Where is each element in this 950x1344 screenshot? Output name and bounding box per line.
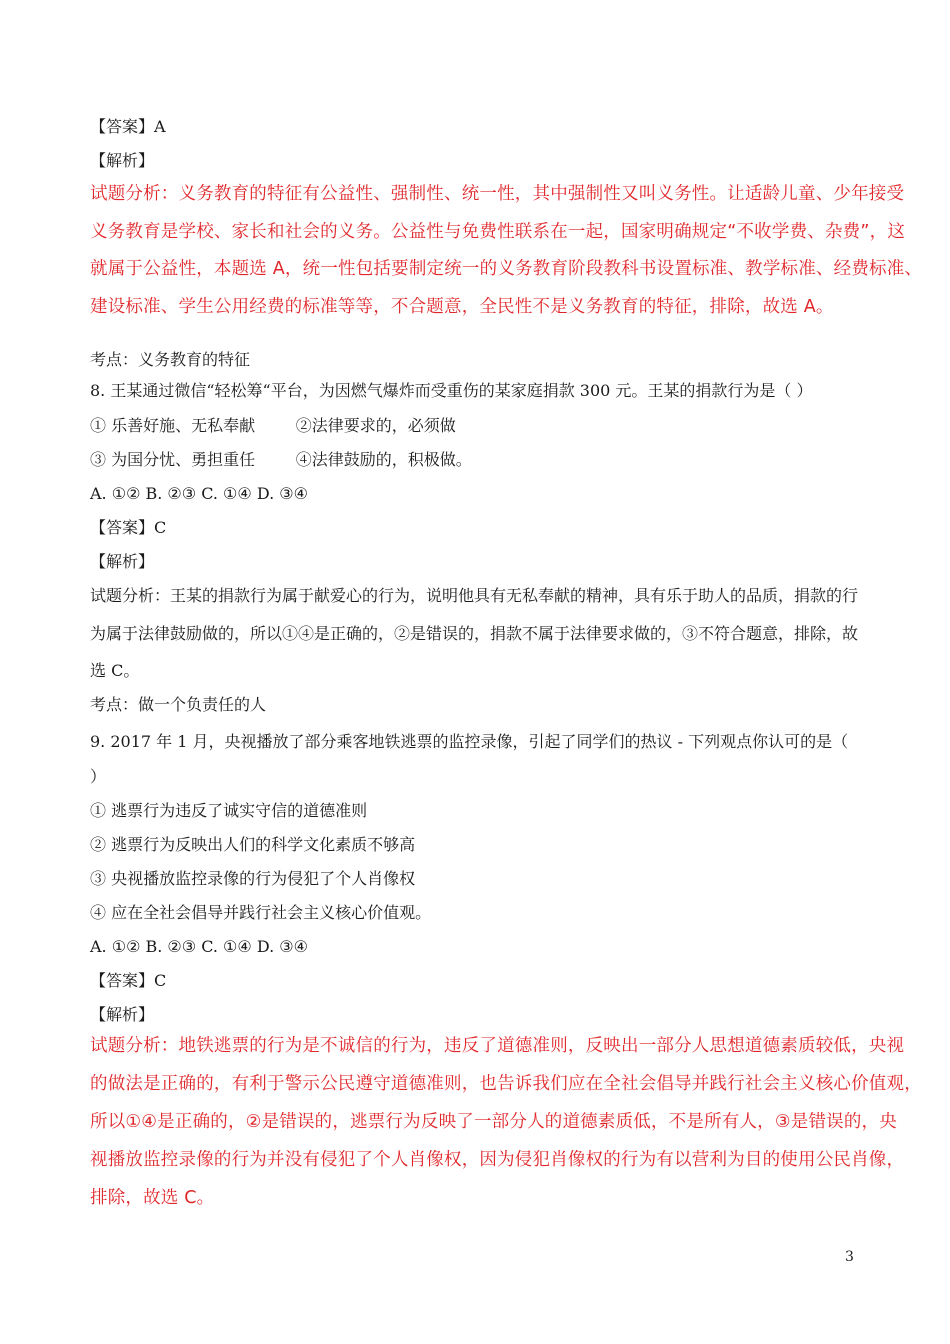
question-8-options-row: ① 乐善好施、无私奉献 ②法律要求的，必须做 [90,416,456,435]
question-9-stem-cont: ） [90,767,107,786]
page-number: 3 [845,1249,854,1265]
question-9-option: ③ 央视播放监控录像的行为侵犯了个人肖像权 [90,869,416,888]
answer-label: 【答案】A [90,117,166,136]
analysis-text-line: 的做法是正确的，有利于警示公民遵守道德准则，也告诉我们应在全社会倡导并践行社会主义核心价值观， [90,1074,922,1094]
question-9-option: ① 逃票行为违反了诚实守信的道德准则 [90,801,368,820]
analysis-text-line: 就属于公益性，本题选 A，统一性包括要制定统一的义务教育阶段教科书设置标准、教学标准、经费标准、 [90,259,923,279]
analysis-label: 【解析】 [90,151,155,170]
analysis-label: 【解析】 [90,552,155,571]
kaodian-text: 考点：义务教育的特征 [90,350,251,369]
analysis-text-line: 所以①④是正确的，②是错误的，逃票行为反映了一部分人的道德素质低，不是所有人，③是错误的，央 [90,1112,897,1132]
analysis-text-line: 建设标准、学生公用经费的标准等等，不合题意，全民性不是义务教育的特征，排除，故选 A。 [90,297,834,317]
kaodian-text: 考点：做一个负责任的人 [90,695,267,714]
question-9-option: ④ 应在全社会倡导并践行社会主义核心价值观。 [90,903,432,922]
question-8-stem: 8. 王某通过微信“轻松筹“平台，为因燃气爆炸而受重伤的某家庭捐款 300 元。王某的捐款行为是（ ） [90,381,813,400]
analysis-text-line: 试题分析：王某的捐款行为属于献爱心的行为，说明他具有无私奉献的精神，具有乐于助人的品质，捐款的行 [90,586,859,605]
analysis-text-line: 试题分析：地铁逃票的行为是不诚信的行为，违反了道德准则，反映出一部分人思想道德素质较低，央视 [90,1036,905,1056]
analysis-text-line: 为属于法律鼓励做的，所以①④是正确的，②是错误的，捐款不属于法律要求做的，③不符合题意，排除，故 [90,624,859,643]
analysis-text-line: 义务教育是学校、家长和社会的义务。公益性与免费性联系在一起，国家明确规定“不收学费、杂费”，这 [90,222,906,242]
question-9-choices: A. ①② B. ②③ C. ①④ D. ③④ [90,937,308,956]
analysis-text-line: 试题分析：义务教育的特征有公益性、强制性、统一性，其中强制性又叫义务性。让适龄儿童、少年接受 [90,184,905,204]
question-8-choices: A. ①② B. ②③ C. ①④ D. ③④ [90,484,308,503]
answer-label: 【答案】C [90,971,167,990]
question-8-options-row: ③ 为国分忧、勇担重任 ④法律鼓励的，积极做。 [90,450,472,469]
analysis-text-line: 排除，故选 C。 [90,1188,215,1208]
question-9-stem: 9. 2017 年 1 月，央视播放了部分乘客地铁逃票的监控录像，引起了同学们的热议 - 下列观点你认可的是（ [90,732,849,751]
analysis-text-line: 选 C。 [90,661,140,680]
question-9-option: ② 逃票行为反映出人们的科学文化素质不够高 [90,835,416,854]
analysis-label: 【解析】 [90,1005,155,1024]
answer-label: 【答案】C [90,518,167,537]
analysis-text-line: 视播放监控录像的行为并没有侵犯了个人肖像权，因为侵犯肖像权的行为有以营利为目的使用公民肖像， [90,1150,905,1170]
